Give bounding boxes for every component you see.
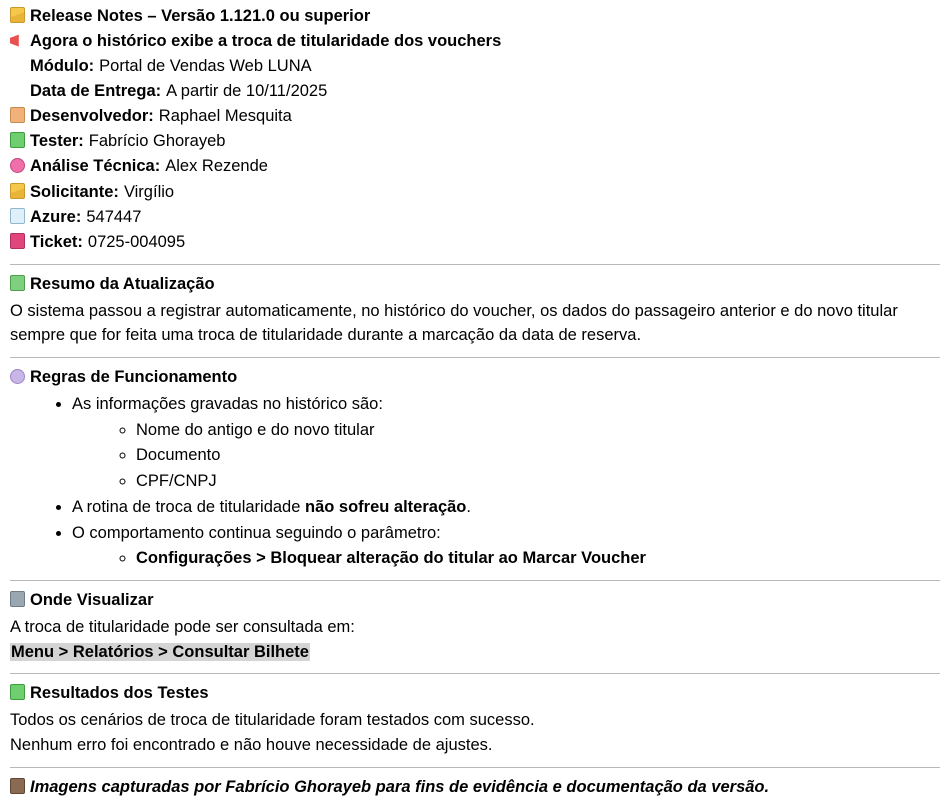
regra-2-suffix: . [466, 497, 471, 516]
field-azure-label: Azure: [30, 207, 82, 226]
lock-icon [10, 589, 30, 608]
field-desenvolvedor-value: Raphael Mesquita [158, 107, 292, 126]
resumo-paragraph: O sistema passou a registrar automaticamente, no histórico do voucher, os dados do passageiro anterior e do novo titular sempre que for feita uma troca de titularidade durante a marcação da data de reserva. [10, 301, 898, 345]
onde-paragraph: A troca de titularidade pode ser consultada em: [10, 617, 355, 636]
test-tube-icon [10, 130, 30, 149]
section-heading-onde-visualizar [10, 588, 940, 613]
field-azure [10, 205, 940, 230]
list-item [136, 418, 940, 443]
section-title-resultados: Resultados dos Testes [30, 684, 209, 703]
divider [10, 357, 940, 358]
regra-1-sub-1: Nome do antigo e do novo titular [136, 420, 375, 439]
regra-1-sub-3: CPF/CNPJ [136, 472, 217, 491]
list-item [72, 521, 940, 572]
list-item [72, 392, 940, 494]
regra-3-sub-1: Configurações > Bloquear alteração do titular ao Marcar Voucher [136, 549, 646, 568]
onde-path-line [10, 640, 940, 665]
regra-2-prefix: A rotina de troca de titularidade [72, 497, 305, 516]
memo-icon [10, 5, 30, 24]
field-desenvolvedor [10, 104, 940, 129]
field-solicitante-value: Virgílio [123, 182, 175, 201]
field-tester-value: Fabrício Ghorayeb [88, 132, 226, 151]
field-ticket-value: 0725-004095 [87, 232, 186, 251]
field-modulo [10, 54, 940, 79]
section-title-onde-visualizar: Onde Visualizar [30, 591, 154, 610]
field-analise-tecnica-value: Alex Rezende [165, 157, 268, 176]
list-item [136, 443, 940, 468]
divider [10, 767, 940, 768]
footer-text: Imagens capturadas por Fabrício Ghorayeb para fins de evidência e documentação da versão. [30, 777, 770, 796]
field-ticket [10, 230, 940, 255]
resultados-line-2: Nenhum erro foi encontrado e não houve necessidade de ajustes. [10, 735, 493, 754]
field-modulo-label: Módulo: [30, 57, 95, 76]
field-solicitante-label: Solicitante: [30, 182, 119, 201]
field-data-entrega-value: A partir de 10/11/2025 [166, 82, 328, 101]
field-analise-tecnica [10, 154, 940, 179]
feature-title: Agora o histórico exibe a troca de titularidade dos vouchers [30, 32, 502, 51]
regra-1-sub-2: Documento [136, 446, 221, 465]
resultados-line-1: Todos os cenários de troca de titularidade foram testados com sucesso. [10, 711, 535, 730]
list-item [136, 546, 940, 571]
footer-note [10, 775, 940, 800]
release-title-line [10, 4, 940, 29]
memo-icon [10, 181, 30, 200]
test-tube-icon [10, 682, 30, 701]
feature-title-line [10, 29, 940, 54]
regra-2-bold: não sofreu alteração [304, 497, 467, 516]
list-item [136, 469, 940, 494]
gear-icon [10, 367, 30, 385]
release-title: Release Notes – Versão 1.121.0 ou superior [30, 7, 371, 25]
megaphone-icon [10, 31, 30, 49]
list-item [72, 495, 940, 520]
field-tester [10, 129, 940, 154]
puzzle-icon [10, 273, 30, 292]
section-title-regras: Regras de Funcionamento [30, 368, 238, 387]
regra-3-text: O comportamento continua seguindo o parâmetro: [72, 523, 441, 542]
ticket-icon [10, 231, 30, 250]
regras-sublist [72, 418, 940, 494]
field-tester-label: Tester: [30, 132, 84, 151]
field-data-entrega [10, 79, 940, 104]
section-title-resumo: Resumo da Atualização [30, 274, 215, 293]
divider [10, 580, 940, 581]
regras-list [10, 392, 940, 571]
regra-1-text: As informações gravadas no histórico são: [72, 394, 383, 413]
menu-path-highlight: Menu > Relatórios > Consultar Bilhete [11, 642, 309, 661]
section-heading-resumo [10, 272, 940, 297]
divider [10, 264, 940, 265]
field-analise-tecnica-label: Análise Técnica: [30, 157, 161, 176]
page-icon [10, 206, 30, 225]
field-azure-value: 547447 [86, 207, 142, 226]
brain-icon [10, 156, 30, 174]
section-heading-resultados [10, 681, 940, 706]
regras-sublist-2 [72, 546, 940, 571]
section-heading-regras [10, 365, 940, 390]
camera-icon [10, 776, 30, 795]
divider [10, 673, 940, 674]
field-ticket-label: Ticket: [30, 232, 83, 251]
field-modulo-value: Portal de Vendas Web LUNA [99, 57, 312, 76]
field-solicitante [10, 180, 940, 205]
person-icon [10, 105, 30, 124]
field-data-entrega-label: Data de Entrega: [30, 82, 162, 101]
field-desenvolvedor-label: Desenvolvedor: [30, 107, 154, 126]
